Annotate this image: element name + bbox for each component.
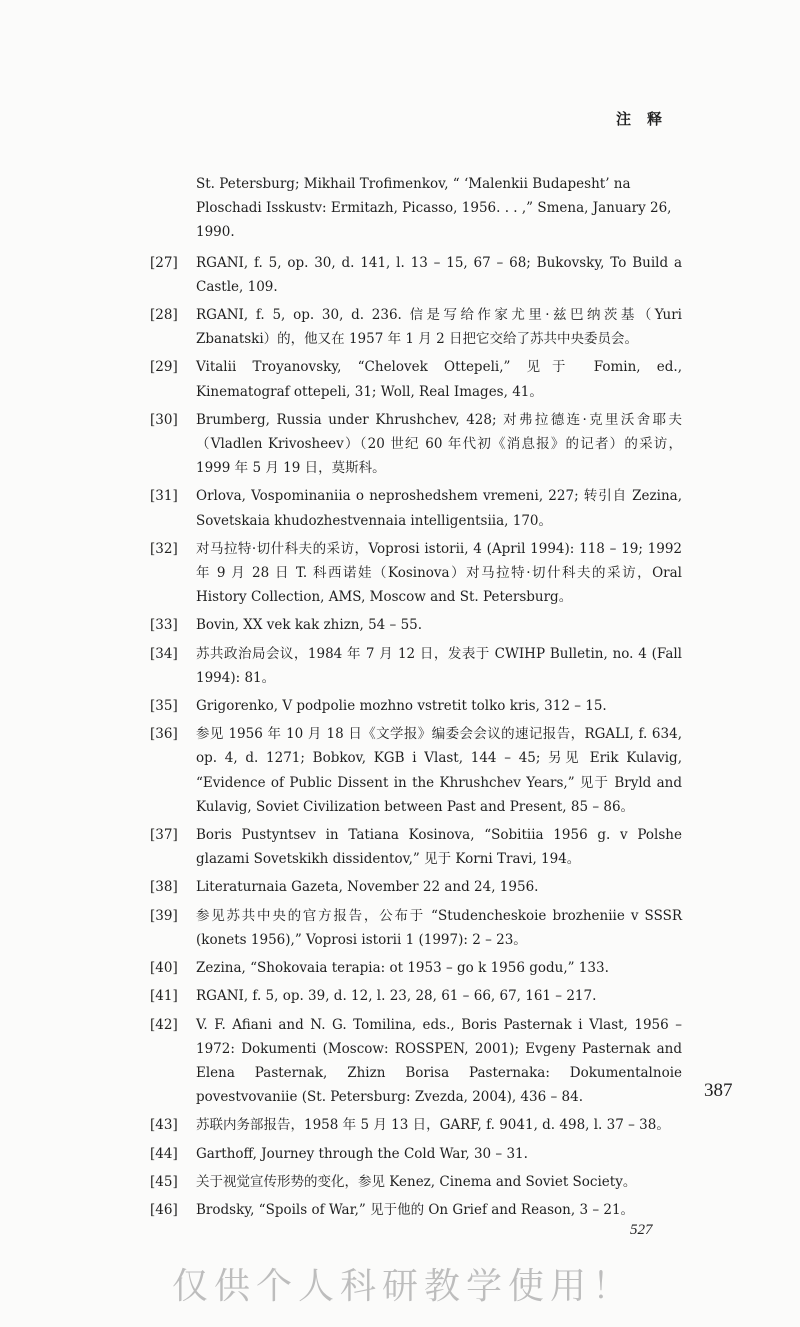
- note-number: [36]: [150, 726, 178, 743]
- endnote: [150, 1198, 682, 1222]
- endnote: [150, 823, 682, 871]
- note-text: Brodsky, “Spoils of War,” 见于他的 On Grief and Reason, 3 – 21。: [196, 1201, 635, 1218]
- endnote: [150, 1113, 682, 1137]
- note-text: Literaturnaia Gazeta, November 22 and 24, 1956.: [196, 879, 539, 896]
- endnote: [150, 537, 682, 610]
- note-text: 参见苏共中央的官方报告，公布于 “Studencheskoie brozheniie v SSSR (konets 1956),” Voprosi istorii 1 (1997): 2 – 23。: [196, 907, 682, 948]
- note-number: [42]: [150, 1016, 178, 1033]
- endnote: [150, 613, 682, 637]
- note-number: [40]: [150, 960, 178, 977]
- endnote: [150, 694, 682, 718]
- note-number: [43]: [150, 1117, 178, 1134]
- note-number: [29]: [150, 359, 178, 376]
- note-text: Garthoff, Journey through the Cold War, 30 – 31.: [196, 1145, 528, 1162]
- endnote: [150, 642, 682, 690]
- endnotes-list: [150, 172, 682, 1226]
- endnote: [150, 251, 682, 299]
- endnote: [150, 1170, 682, 1194]
- note-continuation: St. Petersburg; Mikhail Trofimenkov, “ ‘Malenkii Budapesht’ na Ploschadi Isskustv: Ermitazh, Picasso, 1956. . . ,” Smena, January 26, 1990.: [196, 176, 672, 241]
- note-text: 苏共政治局会议，1984 年 7 月 12 日，发表于 CWIHP Bulletin, no. 4 (Fall 1994): 81。: [196, 645, 682, 686]
- note-text: Brumberg, Russia under Khrushchev, 428; 对弗拉德连·克里沃舍耶夫（Vladlen Krivosheev）（20 世纪 60 年代初《消息报》的记者）的采访，1999 年 5 月 19 日，莫斯科。: [196, 411, 682, 477]
- note-text: RGANI, f. 5, op. 39, d. 12, l. 23, 28, 61 – 66, 67, 161 – 217.: [196, 988, 597, 1005]
- note-number: [46]: [150, 1201, 178, 1218]
- note-text: 参见 1956 年 10 月 18 日《文学报》编委会会议的速记报告，RGALI, f. 634, op. 4, d. 1271; Bobkov, KGB i Vlast, 144 – 45; 另见 Erik Kulavig, “Evidence of Public Dissent in the Khrushchev Years,” 见于 Bryld and Kulavig, Soviet Civilization between Past and Present, 85 – 86。: [196, 726, 682, 815]
- note-number: [39]: [150, 907, 178, 924]
- endnote: [150, 875, 682, 899]
- note-number: [31]: [150, 488, 178, 505]
- note-number: [33]: [150, 617, 178, 634]
- note-text: Zezina, “Shokovaia terapia: ot 1953 – go k 1956 godu,” 133.: [196, 960, 609, 977]
- watermark: 仅供个人科研教学使用！: [172, 1266, 635, 1307]
- endnote: [150, 1013, 682, 1110]
- endnote: [150, 956, 682, 980]
- note-number: [45]: [150, 1173, 178, 1190]
- note-number: [28]: [150, 307, 178, 324]
- note-text: 苏联内务部报告，1958 年 5 月 13 日，GARF, f. 9041, d. 498, l. 37 – 38。: [196, 1117, 670, 1134]
- note-text: Orlova, Vospominaniia o neproshedshem vremeni, 227; 转引自 Zezina, Sovetskaia khudozhestvennaia intelligentsiia, 170。: [196, 488, 682, 529]
- note-number: [37]: [150, 827, 178, 844]
- note-text: Grigorenko, V podpolie mozhno vstretit tolko kris, 312 – 15.: [196, 698, 607, 715]
- endnote: [150, 904, 682, 952]
- note-number: [44]: [150, 1145, 178, 1162]
- endnote: [150, 408, 682, 481]
- note-number: [27]: [150, 254, 178, 271]
- note-text: RGANI, f. 5, op. 30, d. 236. 信是写给作家尤里·兹巴纳茨基（Yuri Zbanatski）的，他又在 1957 年 1 月 2 日把它交给了苏共中央委员会。: [196, 307, 682, 348]
- endnote: [150, 984, 682, 1008]
- endnote: [150, 484, 682, 532]
- page-number: 527: [630, 1222, 653, 1238]
- note-text: 关于视觉宣传形势的变化，参见 Kenez, Cinema and Soviet Society。: [196, 1173, 637, 1190]
- note-text: Vitalii Troyanovsky, “Chelovek Ottepeli,” 见于 Fomin, ed., Kinematograf ottepeli, 31; Woll, Real Images, 41。: [196, 359, 682, 400]
- note-number: [38]: [150, 879, 178, 896]
- note-text: RGANI, f. 5, op. 30, d. 141, l. 13 – 15, 67 – 68; Bukovsky, To Build a Castle, 109.: [196, 254, 682, 295]
- note-text: Bovin, XX vek kak zhizn, 54 – 55.: [196, 617, 423, 634]
- note-text: Boris Pustyntsev in Tatiana Kosinova, “Sobitiia 1956 g. v Polshe glazami Sovetskikh dissidentov,” 见于 Korni Travi, 194。: [196, 827, 682, 868]
- note-text: 对马拉特·切什科夫的采访，Voprosi istorii, 4 (April 1994): 118 – 19; 1992 年 9 月 28 日 T. 科西诺娃（Kosinova）对马拉特·切什科夫的采访，Oral History Collection, AMS, Moscow and St. Petersburg。: [196, 540, 682, 606]
- endnote: [150, 303, 682, 351]
- note-number: [30]: [150, 411, 178, 428]
- endnote: [150, 355, 682, 403]
- margin-page-number: 387: [704, 1080, 733, 1101]
- note-number: [41]: [150, 988, 178, 1005]
- running-header: 注释: [615, 110, 678, 128]
- note-number: [35]: [150, 698, 178, 715]
- note-number: [34]: [150, 645, 178, 662]
- endnote: [150, 1142, 682, 1166]
- note-text: V. F. Afiani and N. G. Tomilina, eds., Boris Pasternak i Vlast, 1956 – 1972: Dokumenti (Moscow: ROSSPEN, 2001); Evgeny Pasternak and Elena Pasternak, Zhizn Borisa Pasternaka: Dokumentalnoie povestvovaniie (St. Petersburg: Zvezda, 2004), 436 – 84.: [196, 1016, 682, 1106]
- endnote: [150, 722, 682, 819]
- note-number: [32]: [150, 540, 178, 557]
